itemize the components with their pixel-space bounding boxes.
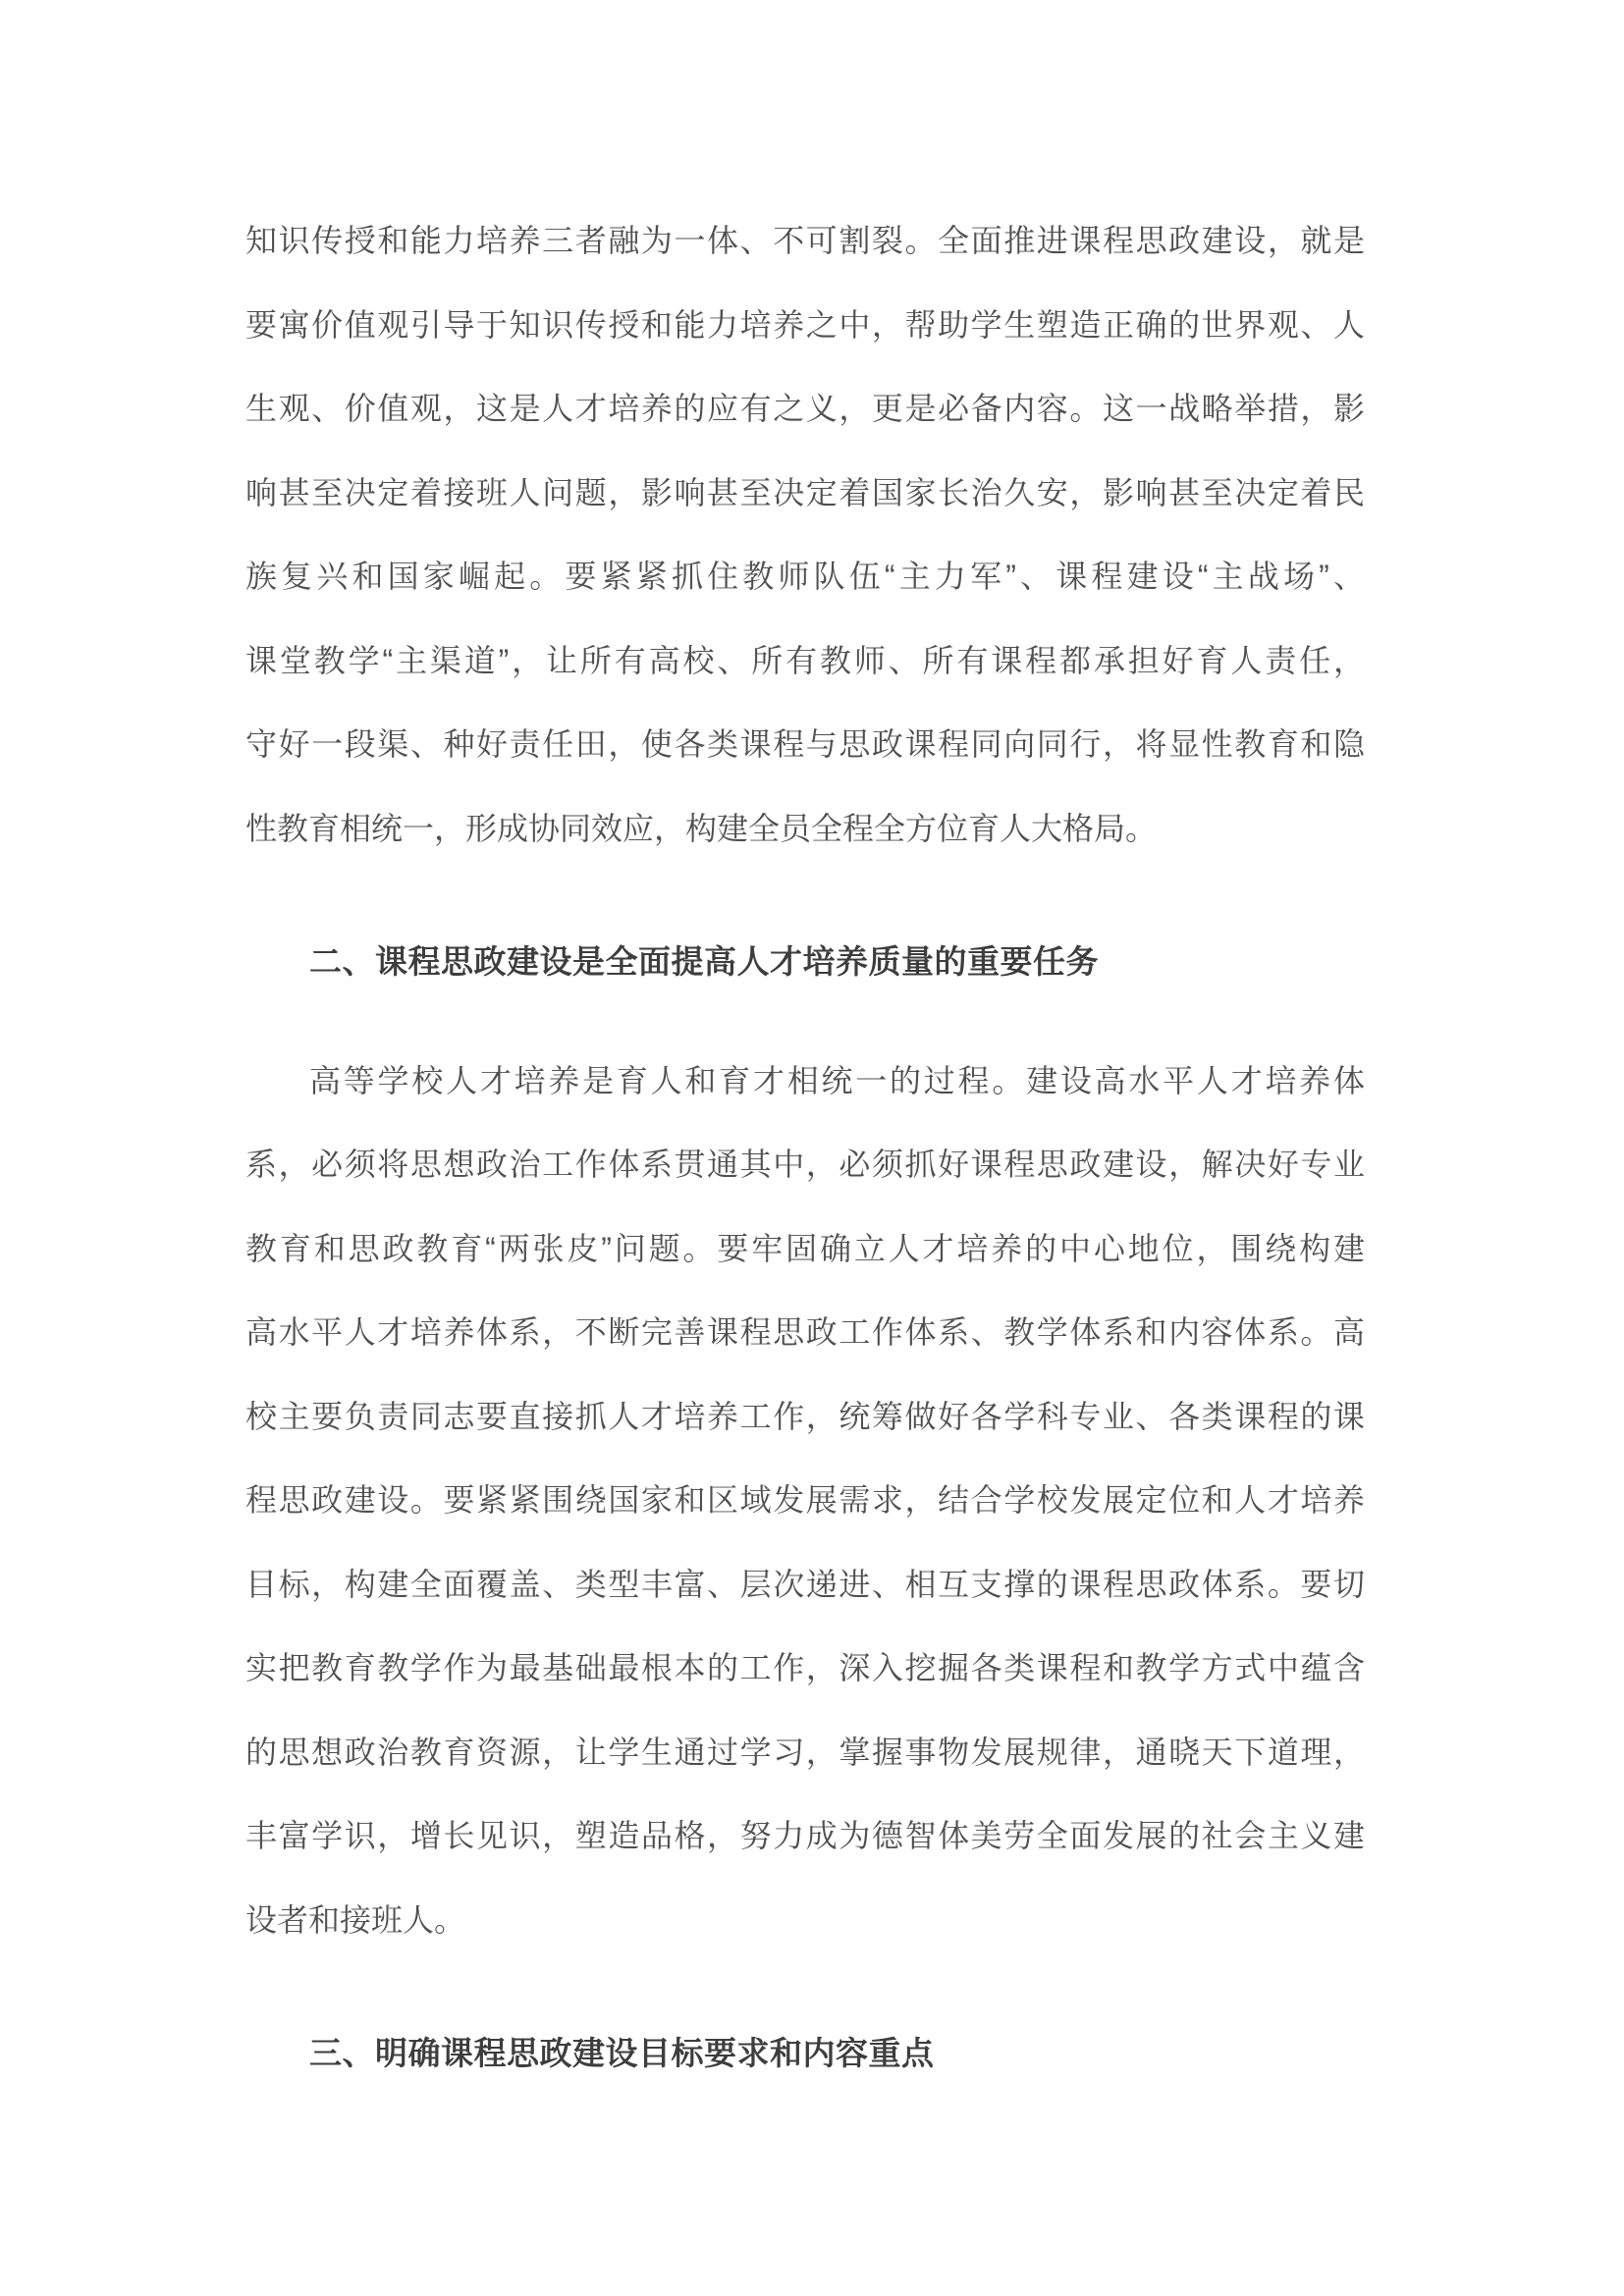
text-line: 目标，构建全面覆盖、类型丰富、层次递进、相互支撑的课程思政体系。要切 <box>245 1566 1365 1602</box>
text-line: 响甚至决定着接班人问题，影响甚至决定着国家长治久安，影响甚至决定着民 <box>245 474 1365 510</box>
text-line: 设者和接班人。 <box>245 1901 466 1938</box>
text-line: 程思政建设。要紧紧围绕国家和区域发展需求，结合学校发展定位和人才培养 <box>245 1482 1365 1518</box>
text-line: 守好一段渠、种好责任田，使各类课程与思政课程同向同行，将显性教育和隐 <box>245 726 1365 762</box>
body-paragraph-2 <box>245 1040 1365 1963</box>
text-line: 族复兴和国家崛起。要紧紧抓住教师队伍“主力军”、课程建设“主战场”、 <box>245 559 1365 594</box>
text-line: 性教育相统一，形成协同效应，构建全员全程全方位育人大格局。 <box>245 810 1158 846</box>
text-line: 生观、价值观，这是人才培养的应有之义，更是必备内容。这一战略举措，影 <box>245 391 1365 426</box>
text-line: 课堂教学“主渠道”，让所有高校、所有教师、所有课程都承担好育人责任， <box>245 642 1365 678</box>
text-line: 丰富学识，增长见识，塑造品格，努力成为德智体美劳全面发展的社会主义建 <box>245 1818 1365 1853</box>
section-heading-2: 二、课程思政建设是全面提高人才培养质量的重要任务 <box>309 943 1099 980</box>
text-line: 要寓价值观引导于知识传授和能力培养之中，帮助学生塑造正确的世界观、人 <box>245 306 1365 343</box>
text-line: 高等学校人才培养是育人和育才相统一的过程。建设高水平人才培养体 <box>309 1062 1365 1098</box>
text-line: 系，必须将思想政治工作体系贯通其中，必须抓好课程思政建设，解决好专业 <box>245 1147 1365 1182</box>
text-line: 的思想政治教育资源，让学生通过学习，掌握事物发展规律，通晓天下道理， <box>245 1734 1365 1770</box>
text-line: 知识传授和能力培养三者融为一体、不可割裂。全面推进课程思政建设，就是 <box>245 223 1365 258</box>
text-line: 实把教育教学作为最基础最根本的工作，深入挖掘各类课程和教学方式中蕴含 <box>245 1650 1365 1685</box>
section-heading-3: 三、明确课程思政建设目标要求和内容重点 <box>309 2035 935 2071</box>
text-line: 教育和思政教育“两张皮”问题。要牢固确立人才培养的中心地位，围绕构建 <box>245 1230 1365 1266</box>
text-line: 高水平人才培养体系，不断完善课程思政工作体系、教学体系和内容体系。高 <box>245 1314 1365 1350</box>
text-line: 校主要负责同志要直接抓人才培养工作，统筹做好各学科专业、各类课程的课 <box>245 1398 1365 1434</box>
body-paragraph-1 <box>245 199 1365 871</box>
